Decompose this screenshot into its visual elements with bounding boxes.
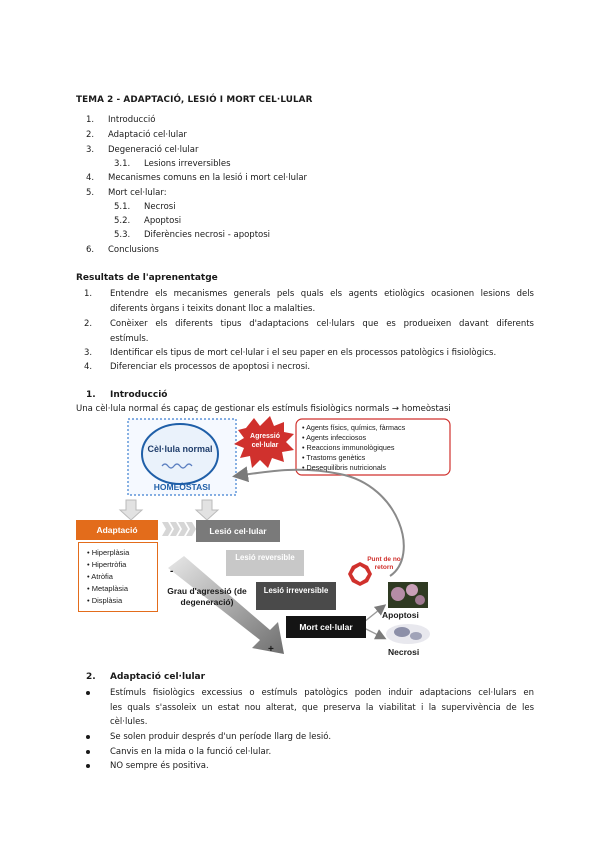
list-item: 4. Diferenciar els processos de apoptosi i necrosi. — [84, 362, 311, 372]
down-arrow-icon — [120, 500, 142, 520]
section-heading: Adaptació cel·lular — [110, 672, 206, 682]
toc-item: 5.1. Necrosi — [114, 202, 176, 212]
list-item: • Reaccions immunològiques — [302, 443, 395, 452]
list-item: • Hipertròfia — [87, 560, 127, 569]
bullet-icon — [86, 750, 90, 754]
list-item: Canvis en la mida o la funció cel·lular. — [86, 745, 534, 760]
page-title: TEMA 2 - ADAPTACIÓ, LESIÓ I MORT CEL·LULAR — [76, 95, 313, 105]
bullet-icon — [86, 764, 90, 768]
chevrons-icon — [162, 522, 196, 536]
normal-cell-label: Cèl·lula normal — [147, 444, 213, 454]
section-number: 1. — [86, 390, 96, 400]
agents-list — [302, 423, 405, 473]
bullet-icon — [86, 691, 90, 695]
apoptosis-label: Apoptosi — [382, 610, 419, 620]
necrosis-label: Necrosi — [388, 647, 420, 657]
adaptation-box: Adaptació — [76, 520, 158, 540]
list-item: • Displàsia — [87, 596, 123, 605]
reversible-box: Lesió reversible — [226, 550, 304, 576]
toc-item: 6. Conclusions — [86, 245, 159, 255]
cell-injury-box: Lesió cel·lular — [196, 520, 280, 542]
toc-item: 3. Degeneració cel·lular — [86, 145, 199, 155]
plus-sign: + — [268, 644, 274, 655]
arrow-necrosis — [364, 628, 384, 638]
list-item: • Metaplàsia — [87, 584, 128, 593]
section-heading: Introducció — [110, 390, 168, 400]
cell-death-box: Mort cel·lular — [286, 616, 366, 638]
irreversible-box: Lesió irreversible — [256, 582, 336, 610]
toc-item: 5.3. Diferències necrosi - apoptosi — [114, 230, 271, 240]
arrow-apoptosis — [364, 606, 384, 622]
list-item: • Trastorns genètics — [302, 453, 366, 462]
homeostasis-label: HOMEÒSTASI — [153, 482, 211, 492]
toc-item: 5.2. Apoptosi — [114, 216, 182, 226]
toc-item: 5. Mort cel·lular: — [86, 188, 167, 198]
results-heading: Resultats de l'aprenentatge — [76, 273, 218, 283]
normal-cell-shape — [142, 424, 218, 484]
down-arrow-icon — [196, 500, 218, 520]
list-item: 1. Entendre els mecanismes generals pels quals els agents etiològics ocasionen lesions dels diferents òrgans i teixits donant lloc a malalties. — [84, 289, 534, 314]
list-item: 3. Identificar els tipus de mort cel·lular i el seu paper en els processos patològics i fisiològics. — [84, 348, 497, 358]
toc-item: 1. Introducció — [86, 115, 156, 125]
list-item: Se solen produir després d'un període llarg de lesió. — [86, 730, 534, 745]
aggression-label: Agressió cel·lular — [250, 433, 280, 449]
bullet-icon — [86, 735, 90, 739]
list-item: • Agents físics, químics, fàrmacs — [302, 423, 406, 432]
list-item: • Atròfia — [87, 572, 113, 581]
no-return-label: Punt de no retorn — [367, 556, 401, 571]
list-item: • Desequilibris nutricionals — [302, 463, 387, 472]
list-item: 2. Conèixer els diferents tipus d'adaptacions cel·lulars que es produeixen davant diferents estímuls. — [84, 319, 534, 344]
minus-sign: - — [170, 566, 174, 577]
list-item: • Hiperplàsia — [87, 548, 130, 557]
list-item: • Agents infecciosos — [302, 433, 367, 442]
section-number: 2. — [86, 672, 96, 682]
intro-text: Una cèl·lula normal és capaç de gestionar els estímuls fisiològics normals → homeòstasi — [76, 404, 451, 414]
lesion-diagram — [70, 416, 540, 660]
toc-item: 4. Mecanismes comuns en la lesió i mort cel·lular — [86, 173, 308, 183]
toc-item: 2. Adaptació cel·lular — [86, 130, 187, 140]
grade-label: Grau d'agressió (de degeneració) — [167, 586, 247, 607]
toc-item: 3.1. Lesions irreversibles — [114, 159, 231, 169]
adaptation-types — [78, 542, 158, 612]
list-item: Estímuls fisiològics excessius o estímuls patològics poden induir adaptacions cel·lulars en les quals s'assoleix un estat nou alterat, que preserva la viabilitat i la supervivència de les cèl·lules. — [86, 686, 534, 730]
list-item: NO sempre és positiva. — [86, 759, 534, 774]
